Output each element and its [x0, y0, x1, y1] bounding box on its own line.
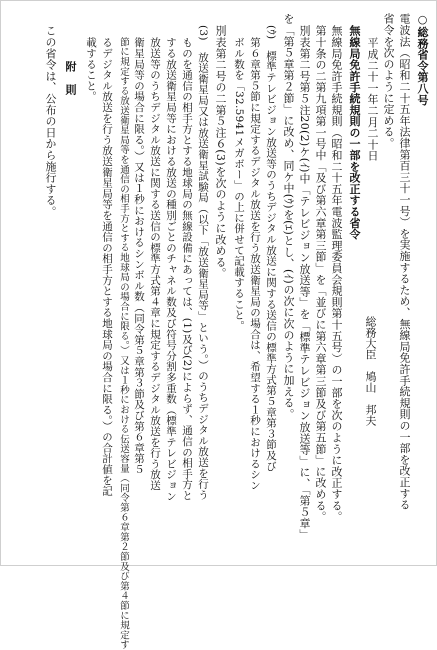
text-column: 電波法（昭和二十五年法律第百三十一号）を実施するため、無線局免許手続規則の一部を改正する — [398, 13, 411, 511]
date-line: 平成二十一年二月二十日 — [366, 37, 379, 162]
text-column: 別表第二号の二第５注６(3)を次のように改める。 — [214, 25, 227, 279]
text-column: (3) 放送衛星局又は放送衛星試験局（以下「放送衛星局等」という。）のうちデジタル放送を行う — [197, 25, 209, 500]
text-column: 放送等のうちデジタル放送に関する送信の標準方式第４章に規定するデジタル放送を行う放送 — [149, 37, 161, 491]
text-column: する放送衛星局等における放送の種別ごとのチャネル数及び符号分割多重数（標準テレビジョン — [165, 37, 177, 502]
text-column: ものを通信の相手方とする地球局の無線設備にあっては、(1)及び(2)によらず、通信の相手方と — [181, 37, 193, 501]
text-column: (ｳ) 標準テレビジョン放送等のうちデジタル放送に関する送信の標準方式第５章第３節及び — [265, 25, 277, 472]
effective-clause: この省令は、公布の日から施行する。 — [44, 25, 57, 218]
signature: 総務大臣 鳩山 邦夫 — [364, 316, 377, 426]
text-column: 節に規定する放送衛星局等を通信の相手方とする地球局の場合に限る。）又は１秒における伝送容量（同令第６章第２節及び第４節に規定す — [118, 37, 129, 650]
supplementary-heading: 附 則 — [64, 61, 77, 95]
ordinance-title: ○総務省令第八号 — [416, 13, 429, 106]
amended-title: 無線局免許手続規則の一部を改正する省令 — [348, 25, 361, 240]
text-column: 別表第二号第５注20(2)ケ(ｲ)中「テレビジョン放送等」を「標準テレビジョン放送等」に、「第５章」 — [298, 25, 311, 541]
text-column: 省令を次のように定める。 — [382, 13, 395, 149]
text-column: ボル数を「32.5941メガボー」の上に併せて記載すること。 — [233, 37, 245, 331]
text-column: 第十条の二第九項第一号中「及び第六章第三節」を「並びに第六章第三節及び第五節」に改める。 — [314, 25, 327, 523]
text-column: 衛星局等の場合に限る。）又は１秒におけるシンボル数（同令第５章第３節及び第６章第５ — [133, 37, 145, 475]
text-column: るデジタル放送を行う放送衛星局等を通信の相手方とする地球局の場合に限る。）の合計値を記 — [101, 37, 113, 497]
text-column: 無線局免許手続規則（昭和二十五年電波監理委員会規則第十五号）の一部を次のように改正する。 — [330, 25, 343, 523]
text-column: を「第５章第２節」に改め、同ケ中(ｳ)を(ｴ)とし、(ｲ)の次に次のように加える。 — [282, 13, 295, 420]
text-column: 第６章第５節に規定するデジタル放送を行う放送衛星局の場合は、希望する１秒におけるシン — [249, 37, 261, 491]
text-column: 載すること。 — [85, 37, 97, 102]
